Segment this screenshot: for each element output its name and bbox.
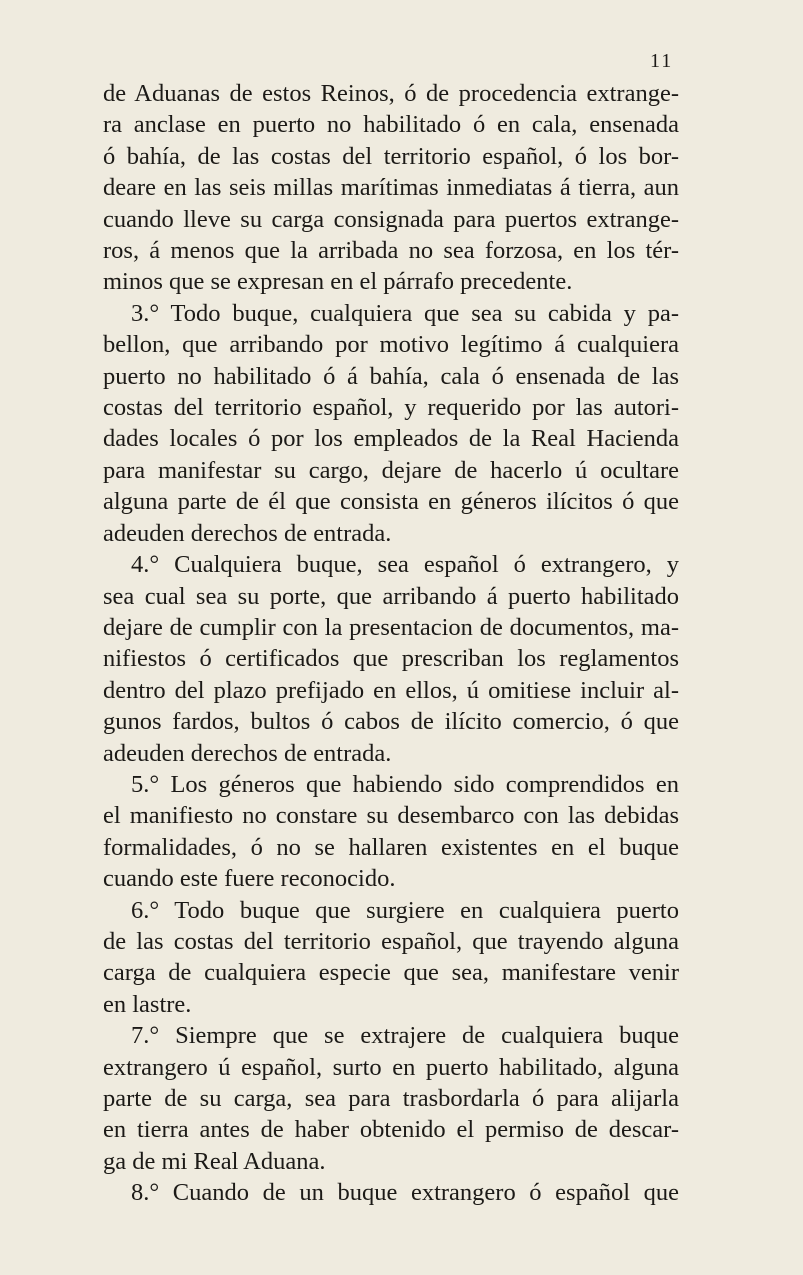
paragraph-continuation [103,78,679,298]
text-line: extrangero ú español, surto en puerto habilitado, alguna [103,1053,679,1081]
body-text [103,78,679,1209]
text-line: puerto no habilitado ó á bahía, cala ó ensenada de las [103,362,679,390]
text-line: 5.° Los géneros que habiendo sido comprendidos en [131,770,679,798]
text-line: 8.° Cuando de un buque extrangero ó español que [131,1179,679,1207]
text-line: sea cual sea su porte, que arribando á puerto habilitado [103,582,679,610]
text-line: dentro del plazo prefijado en ellos, ú omitiese incluir al- [103,676,679,704]
text-line: dejare de cumplir con la presentacion de documentos, ma- [103,613,679,641]
text-line: 3.° Todo buque, cualquiera que sea su cabida y pa- [131,299,679,327]
text-line: el manifiesto no constare su desembarco con las debidas [103,802,679,830]
text-line: costas del territorio español, y requerido por las autori- [103,394,679,422]
text-line: bellon, que arribando por motivo legítimo á cualquiera [103,331,679,359]
paragraph-item-5 [103,769,679,895]
text-line: parte de su carga, sea para trasbordarla ó para alijarla [103,1085,679,1112]
paragraph-item-6 [103,895,679,1021]
paragraph-item-4 [103,549,679,769]
text-line: ó bahía, de las costas del territorio español, ó los bor- [103,142,679,170]
text-line: ros, á menos que la arribada no sea forzosa, en los tér- [103,237,679,265]
text-line: carga de cualquiera especie que sea, manifestare venir [103,959,679,987]
text-line: cuando lleve su carga consignada para puertos extrange- [103,205,679,233]
paragraph-item-8 [103,1177,679,1208]
text-line: dades locales ó por los empleados de la Real Hacienda [103,425,679,453]
text-line: adeuden derechos de entrada. [103,519,392,547]
text-line: gunos fardos, bultos ó cabos de ilícito comercio, ó que [103,708,679,736]
text-line: 7.° Siempre que se extrajere de cualquiera buque [131,1022,679,1050]
text-line: deare en las seis millas marítimas inmediatas á tierra, aun [103,174,679,202]
text-line: cuando este fuere reconocido. [103,865,396,893]
paragraph-item-7 [103,1020,679,1177]
paragraph-item-3 [103,298,679,549]
text-line: adeuden derechos de entrada. [103,739,392,767]
text-line: de las costas del territorio español, que trayendo alguna [103,927,679,955]
text-line: minos que se expresan en el párrafo precedente. [103,268,573,296]
text-line: en lastre. [103,990,192,1018]
text-line: 4.° Cualquiera buque, sea español ó extrangero, y [131,551,679,579]
text-line: ra anclase en puerto no habilitado ó en cala, ensenada [103,111,679,139]
text-line: de Aduanas de estos Reinos, ó de procedencia extrange- [103,80,679,107]
text-line: nifiestos ó certificados que prescriban los reglamentos [103,645,679,673]
text-line: en tierra antes de haber obtenido el permiso de descar- [103,1116,679,1144]
text-line: para manifestar su cargo, dejare de hacerlo ú ocultare [103,456,679,484]
text-line: 6.° Todo buque que surgiere en cualquiera puerto [131,896,679,924]
text-line: alguna parte de él que consista en géneros ilícitos ó que [103,488,679,516]
page-number: 11 [650,50,674,72]
text-line: formalidades, ó no se hallaren existentes en el buque [103,833,679,861]
text-line: ga de mi Real Aduana. [103,1147,326,1175]
